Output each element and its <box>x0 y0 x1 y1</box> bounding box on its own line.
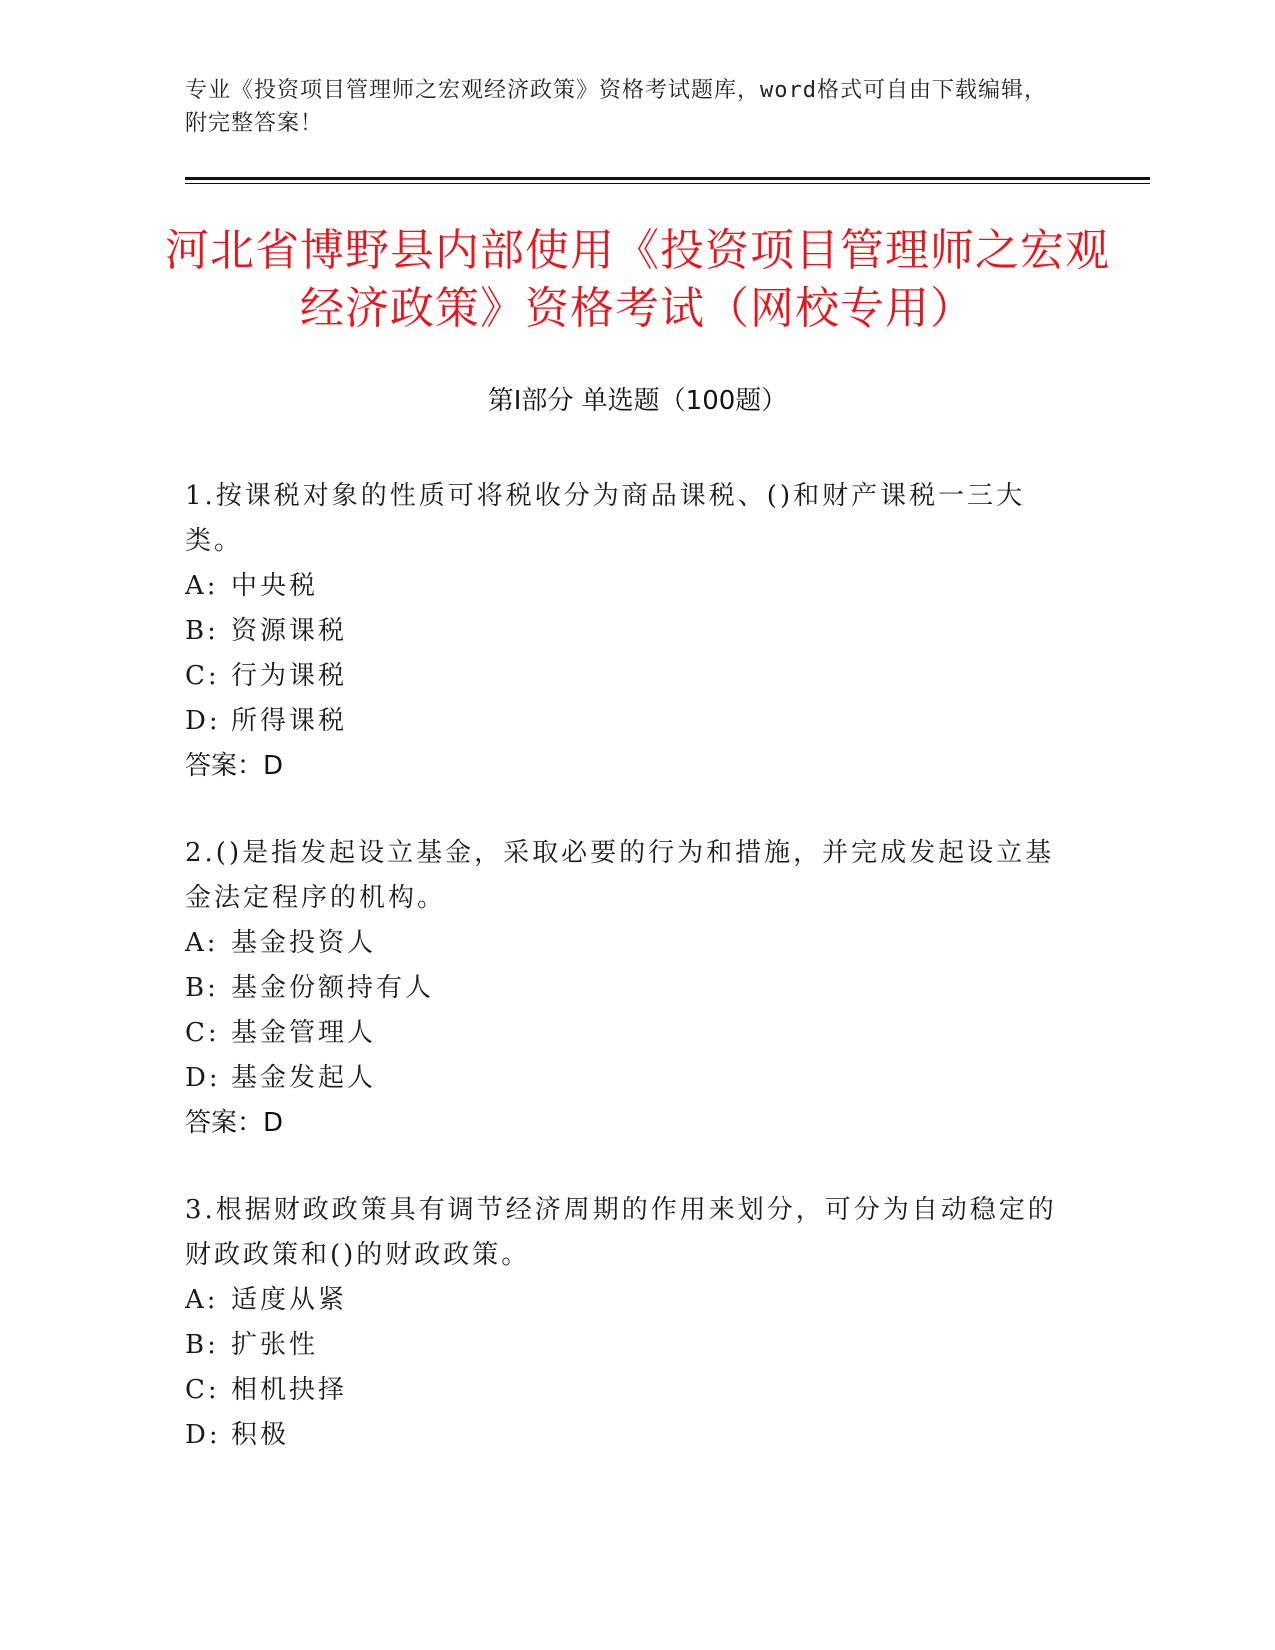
option-a <box>185 921 1065 966</box>
option-b <box>185 609 1065 654</box>
header-rule-thick <box>185 177 1150 180</box>
option-letter: D: <box>185 1063 221 1093</box>
option-text: 扩张性 <box>231 1330 319 1360</box>
option-letter: B: <box>185 616 219 646</box>
header-note: 专业《投资项目管理师之宏观经济政策》资格考试题库，word格式可自由下载编辑，附完整答案！ <box>185 78 1047 136</box>
question-2 <box>185 831 1065 1146</box>
option-b <box>185 1323 1065 1368</box>
option-letter: B: <box>185 973 219 1003</box>
option-text: 中央税 <box>231 571 319 601</box>
option-text: 基金投资人 <box>231 928 377 958</box>
option-letter: A: <box>185 1285 219 1315</box>
option-text: 所得课税 <box>231 706 348 736</box>
question-answer: 答案：D <box>185 1108 284 1138</box>
option-a <box>185 1278 1065 1323</box>
question-1 <box>185 474 1065 789</box>
option-letter: D: <box>185 1420 221 1450</box>
option-c <box>185 1011 1065 1056</box>
option-letter: C: <box>185 1018 220 1048</box>
option-text: 资源课税 <box>231 616 348 646</box>
option-a <box>185 564 1065 609</box>
question-stem: 1.按课税对象的性质可将税收分为商品课税、()和财产课税一三大类。 <box>185 481 1026 556</box>
option-text: 积极 <box>231 1420 290 1450</box>
option-text: 基金份额持有人 <box>231 973 435 1003</box>
header-rule-thin <box>185 183 1150 184</box>
question-stem: 3.根据财政政策具有调节经济周期的作用来划分，可分为自动稳定的财政政策和()的财政政策。 <box>185 1195 1057 1270</box>
option-letter: C: <box>185 661 220 691</box>
document-title: 河北省博野县内部使用《投资项目管理师之宏观经济政策》资格考试（网校专用） <box>165 225 1110 334</box>
option-d <box>185 1413 1065 1458</box>
option-c <box>185 1368 1065 1413</box>
option-text: 基金管理人 <box>231 1018 377 1048</box>
option-letter: C: <box>185 1375 220 1405</box>
question-list <box>185 474 1065 1500</box>
question-3 <box>185 1188 1065 1458</box>
option-letter: B: <box>185 1330 219 1360</box>
option-letter: A: <box>185 928 219 958</box>
option-letter: A: <box>185 571 219 601</box>
option-text: 基金发起人 <box>231 1063 377 1093</box>
option-c <box>185 654 1065 699</box>
question-stem: 2.()是指发起设立基金，采取必要的行为和措施，并完成发起设立基金法定程序的机构。 <box>185 838 1055 913</box>
option-d <box>185 1056 1065 1101</box>
section-title: 第Ⅰ部分 单选题（100题） <box>487 386 788 416</box>
option-letter: D: <box>185 706 221 736</box>
option-d <box>185 699 1065 744</box>
option-text: 适度从紧 <box>231 1285 348 1315</box>
option-text: 行为课税 <box>231 661 348 691</box>
option-text: 相机抉择 <box>231 1375 348 1405</box>
option-b <box>185 966 1065 1011</box>
question-answer: 答案：D <box>185 751 284 781</box>
